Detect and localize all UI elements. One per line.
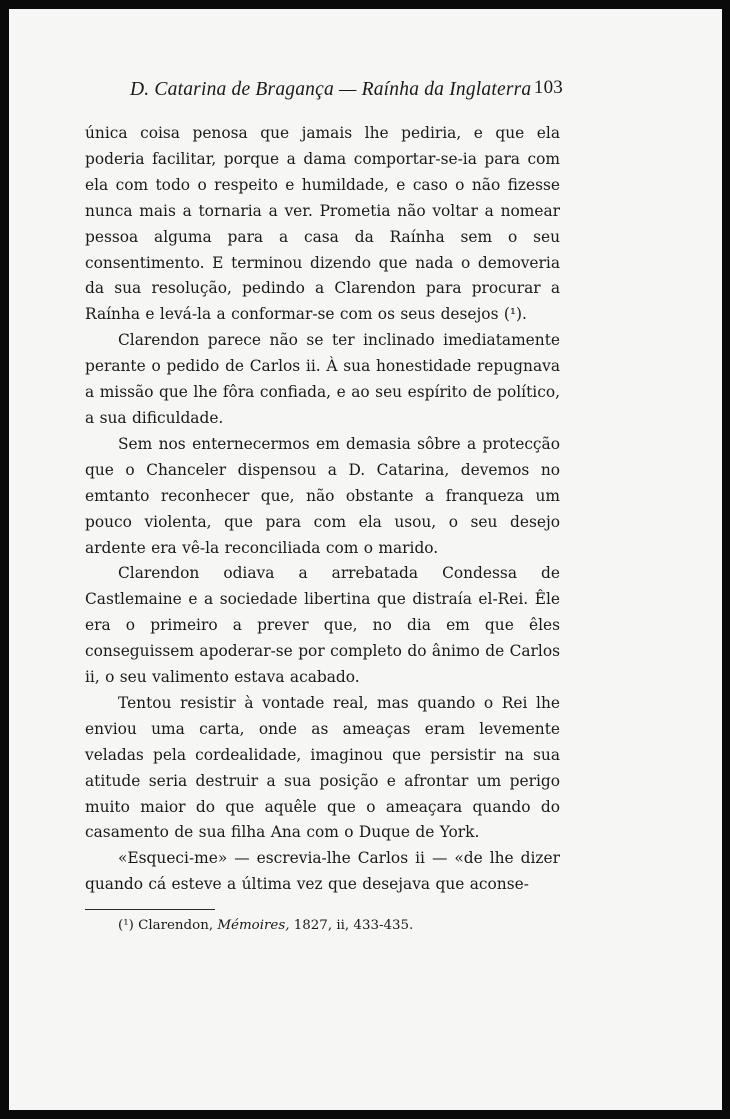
page-number: 103 — [533, 77, 563, 98]
running-head — [85, 75, 563, 107]
paragraph-6: «Esqueci-me» — escrevia-lhe Carlos ii — «de lhe dizer quando cá esteve a última vez que desejava que aconse- — [85, 849, 560, 894]
paragraph-5: Tentou resistir à vontade real, mas quando o Rei lhe enviou uma carta, onde as ameaças eram levemente veladas pela cordealidade, imaginou que persistir na sua atitude seria destruir a sua posição e afrontar um perigo muito maior do que aquêle que o ameaçara quando do casamento de sua filha Ana com o Duque de York. — [85, 693, 560, 842]
book-page — [85, 75, 563, 898]
paragraph-2: Clarendon parece não se ter inclinado imediatamente perante o pedido de Carlos ii. À sua honestidade repugnava a missão que lhe fôra confiada, e ao seu espírito de político, a sua dificuldade. — [85, 331, 560, 427]
paragraph-3: Sem nos enternecermos em demasia sôbre a protecção que o Chanceler dispensou a D. Catarina, devemos no emtanto reconhecer que, não obstante a franqueza um pouco violenta, que para com ela usou, o seu desejo ardente era vê-la reconciliada com o marido. — [85, 434, 560, 557]
footnote-work: Mémoires, — [217, 918, 290, 933]
footnote-author: Clarendon, — [138, 918, 214, 933]
footnote — [118, 918, 413, 933]
footnote-rule — [85, 909, 215, 910]
body-text — [85, 121, 560, 898]
running-title: D. Catarina de Bragança — Raínha da Inglaterra — [130, 79, 532, 100]
paragraph-4: Clarendon odiava a arrebatada Condessa de Castlemaine e a sociedade libertina que distraía el-Rei. Êle era o primeiro a prever que, no dia em que êles conseguissem apoderar-se por completo do ânimo de Carlos ii, o seu valimento estava acabado. — [85, 564, 560, 687]
footnote-details: 1827, ii, 433-435. — [293, 918, 414, 933]
paragraph-1: única coisa penosa que jamais lhe pediria, e que ela poderia facilitar, porque a dama comportar-se-ia para com ela com todo o respeito e humildade, e caso o não fizesse nunca mais a tornaria a ver. Prometia não voltar a nomear pessoa alguma para a casa da Raínha sem o seu consentimento. E terminou dizendo que nada o demoveria da sua resolução, pedindo a Clarendon para procurar a Raínha e levá-la a conformar-se com os seus desejos (¹). — [85, 124, 560, 324]
footnote-marker: (¹) — [118, 918, 134, 933]
